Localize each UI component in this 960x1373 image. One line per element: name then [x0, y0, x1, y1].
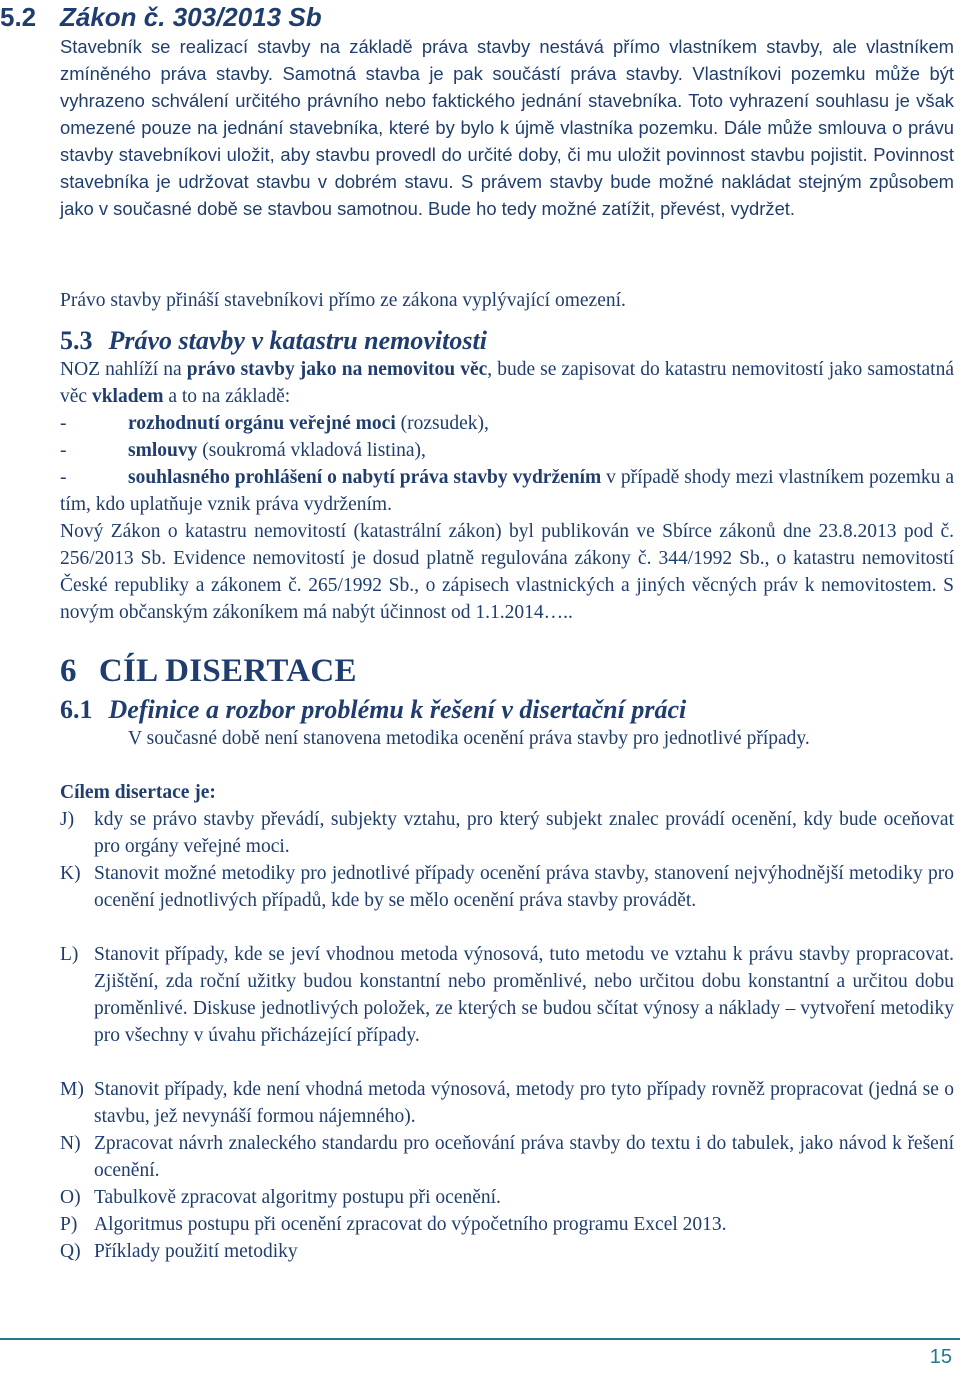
- goal-list-item: [60, 1130, 954, 1184]
- heading-6-number: 6: [60, 653, 77, 689]
- heading-6: [60, 653, 357, 690]
- dash-item-3-rest: v případě shody mezi vlastníkem pozemku a tím, kdo uplatňuje vznik práva vydržením.: [60, 467, 954, 515]
- goal-list-text: Algoritmus postupu při ocenění zpracovat do výpočetního programu Excel 2013.: [94, 1214, 727, 1235]
- heading-5-2-title: Zákon č. 303/2013 Sb: [60, 2, 322, 32]
- goal-list-marker: P): [60, 1214, 78, 1235]
- goal-list-text: Stanovit případy, kde není vhodná metoda výnosová, metody pro tyto případy rovněž propracovat (jedná se o stavbu, jež nevynáší formou nájemného).: [94, 1079, 954, 1127]
- dash-item-2-bold: smlouvy: [128, 440, 198, 461]
- goal-list-marker: Q): [60, 1241, 81, 1262]
- goal-list-text: Stanovit případy, kde se jeví vhodnou metoda výnosová, tuto metodu ve vztahu k právu stavby propracovat. Zjištění, zda roční užitky budou konstantní nebo proměnlivé, nebo určitou dobu konstantní a určitou dobu proměnlivé. Diskuse jednotlivých položek, ze kterých se budou sčítat výnosy a náklady – vytvoření metodiky pro všechny v úvahu přicházející případy.: [94, 944, 954, 1046]
- heading-6-1-number: 6.1: [60, 695, 93, 724]
- goal-list-item: [60, 1184, 954, 1211]
- paragraph-6-1-intro: V současné době není stanovena metodika ocenění práva stavby pro jednotlivé případy.: [128, 728, 810, 749]
- goal-list-marker: N): [60, 1133, 81, 1154]
- goal-list-item: [60, 1076, 954, 1130]
- dash-item-3-text: [60, 464, 954, 518]
- heading-5-2: [0, 2, 322, 33]
- goal-list-marker: O): [60, 1187, 81, 1208]
- dash-item-3: [60, 464, 954, 518]
- heading-6-title: CÍL DISERTACE: [98, 653, 357, 689]
- dash-marker: -: [60, 413, 67, 434]
- paragraph-5-3-intro: [60, 356, 954, 410]
- dash-marker: -: [60, 467, 67, 488]
- goal-list-marker: L): [60, 944, 79, 965]
- goal-list-text: Stanovit možné metodiky pro jednotlivé případy ocenění práva stavby, stanovení nejvýhodnější metodiky pro ocenění jednotlivých případů, kde by se mělo ocenění práva stavby provádět.: [94, 863, 954, 911]
- heading-5-3-number: 5.3: [60, 326, 93, 355]
- dash-item-1-bold: rozhodnutí orgánu veřejné moci: [128, 413, 396, 434]
- heading-5-3-title: Právo stavby v katastru nemovitosti: [108, 326, 487, 355]
- footer-divider: [0, 1338, 960, 1340]
- heading-5-3: [60, 326, 487, 356]
- goal-list-item: [60, 1211, 954, 1238]
- goal-list-marker: M): [60, 1079, 84, 1100]
- dash-marker: -: [60, 440, 67, 461]
- paragraph-5-2-body: Stavebník se realizací stavby na základě práva stavby nestává přímo vlastníkem stavby, ale vlastníkem zmíněného práva stavby. Samotná stavba je pak součástí práva stavby. Vlastníkovi pozemku může být vyhrazeno schválení určitého právního nebo faktického jednání stavebníka. Toto vyhrazení souhlasu je však omezené pouze na jednání stavebníka, které by bylo k újmě vlastníka pozemku. Dále může smlouva o právu stavby stavebníkovi uložit, aby stavbu provedl do určité doby, či mu uložit povinnost stavbu pojistit. Povinnost stavebníka je udržovat stavbu v dobrém stavu. S právem stavby bude možné nakládat stejným způsobem jako v současné době se stavbou samotnou. Bude ho tedy možné zatížit, převést, vydržet.: [60, 36, 954, 219]
- intro-bold-d: vkladem: [91, 386, 164, 407]
- goal-list-text: kdy se právo stavby převádí, subjekty vztahu, pro který subjekt znalec provádí ocenění, kdy bude oceňovat pro orgány veřejné moci.: [94, 809, 954, 857]
- goal-list-item: [60, 1238, 954, 1265]
- paragraph-5-2-limitation: Právo stavby přináší stavebníkovi přímo ze zákona vyplývající omezení.: [60, 290, 626, 311]
- goal-list-item: [60, 941, 954, 1049]
- goal-list-marker: J): [60, 809, 75, 830]
- goals-label: Cílem disertace je:: [60, 782, 216, 803]
- dash-item-2-text: [128, 437, 954, 464]
- heading-6-1: [60, 695, 686, 725]
- goal-list-text: Příklady použití metodiky: [94, 1241, 298, 1262]
- goal-list-item: [60, 806, 954, 860]
- heading-5-2-number: 5.2: [0, 2, 37, 32]
- intro-text-e: a to na základě:: [163, 386, 291, 407]
- dash-item-1-rest: (rozsudek),: [395, 413, 489, 434]
- paragraph-cadastral-act: Nový Zákon o katastru nemovitostí (katastrální zákon) byl publikován ve Sbírce zákonů dne 23.8.2013 pod č. 256/2013 Sb. Evidence nemovitostí je dosud platně regulována zákony č. 344/1992 Sb., o katastru nemovitostí České republiky a zákonem č. 265/1992 Sb., o zápisech vlastnických a jiných věcných práv k nemovitostem. S novým občanským zákoníkem má nabýt účinnost od 1.1.2014…..: [60, 521, 954, 623]
- dash-item-1-text: [128, 410, 954, 437]
- goal-list-text: Zpracovat návrh znaleckého standardu pro oceňování práva stavby do textu i do tabulek, jako návod k řešení ocenění.: [94, 1133, 954, 1181]
- intro-text-c: , bude se zapisovat do katastru nemovitostí jako samostatná věc: [60, 359, 954, 407]
- dash-item-2-rest: (soukromá vkladová listina),: [197, 440, 426, 461]
- page-number: 15: [929, 1346, 952, 1368]
- goal-list-text: Tabulkově zpracovat algoritmy postupu při ocenění.: [94, 1187, 501, 1208]
- dash-item-2: [60, 437, 954, 464]
- goal-list-item: [60, 860, 954, 914]
- intro-bold-b: právo stavby jako na nemovitou věc: [186, 359, 488, 380]
- dash-item-3-bold: souhlasného prohlášení o nabytí práva stavby vydržením: [128, 467, 602, 488]
- goal-list-marker: K): [60, 863, 81, 884]
- intro-text-a: NOZ nahlíží na: [60, 359, 187, 380]
- heading-6-1-title: Definice a rozbor problému k řešení v disertační práci: [108, 695, 687, 724]
- dash-item-1: [60, 410, 954, 437]
